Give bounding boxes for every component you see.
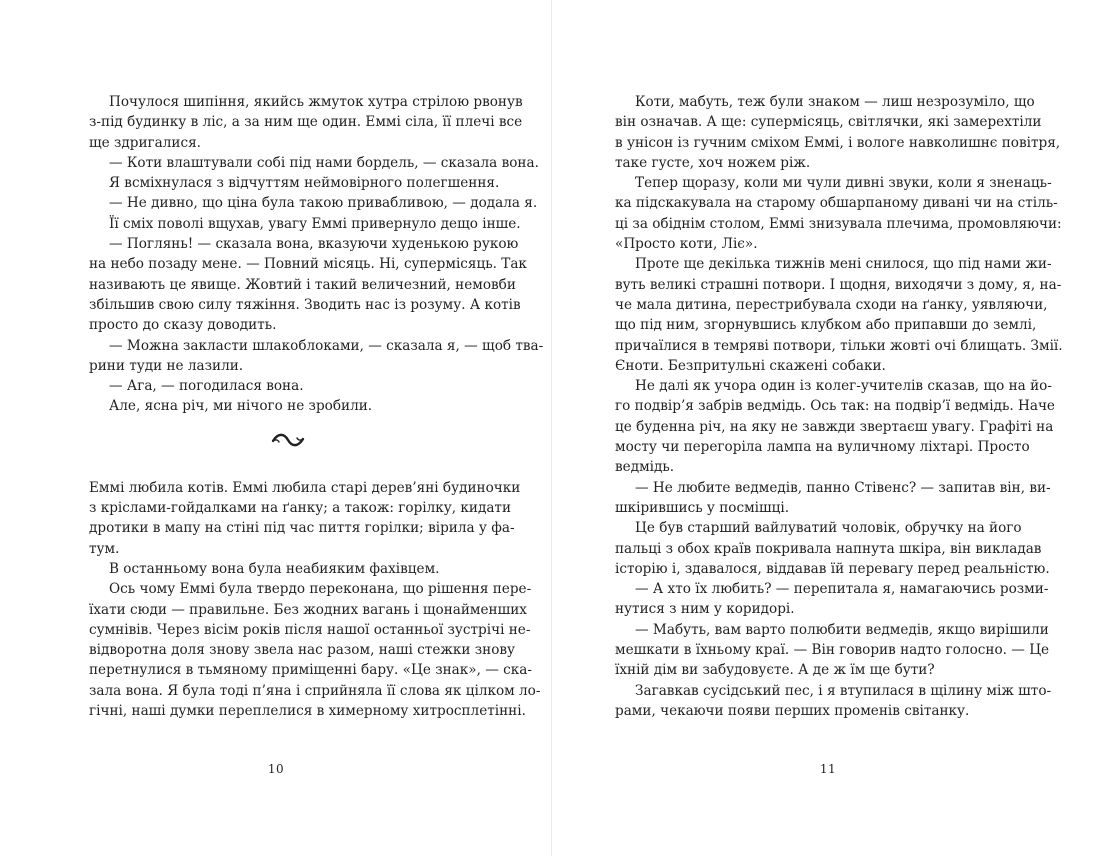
text-line: з-під будинку в ліс, а за ним ще один. Еммі сіла, її плечі все — [89, 114, 523, 131]
text-line: просто до сказу доводить. — [89, 317, 277, 334]
text-line: Проте ще декілька тижнів мені снилося, що під нами жи- — [635, 256, 1052, 273]
section-ornament — [89, 417, 487, 478]
right-page-text — [615, 92, 1063, 721]
text-line: перетнулися в тьмяному приміщенні бару. «Це знак», — ска- — [89, 662, 532, 679]
text-line: — Ага, — погодилася вона. — [109, 378, 304, 395]
text-line: — Можна закласти шлакоблоками, — сказала я, — щоб тва- — [109, 337, 544, 354]
text-line: збільшив свою силу тяжіння. Зводить нас із розуму. А котів — [89, 296, 521, 313]
left-text-block-after-ornament — [89, 478, 541, 722]
text-line: че мала дитина, перестрибувала сходи на ґанку, уявляючи, — [615, 296, 1048, 313]
text-line: ще здригалися. — [89, 134, 201, 151]
page-number-left: 10 — [267, 762, 285, 776]
text-line: сумнівів. Через вісім років після нашої останньої зустрічі не- — [89, 621, 531, 638]
text-line: що під ним, згорнувшись клубком або припавши до землі, — [615, 317, 1037, 334]
swash-ornament-icon — [270, 431, 306, 449]
text-line: їхній дім ви забудовуєте. А де ж їм ще бути? — [615, 662, 935, 679]
text-line: — А хто їх любить? — перепитала я, намагаючись розми- — [635, 581, 1049, 598]
text-line: це буденна річ, на яку не завжди звертаєш увагу. Графіті на — [615, 418, 1054, 435]
text-line: ці за обіднім столом, Еммі знизувала плечима, промовляючи: — [615, 215, 1062, 232]
text-line: таке густе, хоч ножем ріж. — [615, 154, 811, 171]
text-line: Єноти. Безпритульні скажені собаки. — [615, 357, 886, 374]
text-line: називають це явище. Жовтий і такий величезний, немовби — [89, 276, 516, 293]
text-line: відворотна доля знову звела нас разом, наші стежки знову — [89, 642, 516, 659]
left-text-block-before-ornament — [89, 92, 544, 417]
text-line: «Просто коти, Ліє». — [615, 236, 758, 253]
text-line: Не далі як учора один із колег-учителів сказав, що на йо- — [635, 378, 1052, 395]
text-line: зала вона. Я була тоді п’яна і сприйняла її слова як цілком ло- — [89, 682, 541, 699]
left-page — [0, 0, 552, 856]
text-line: мосту чи перегоріла лампа на вуличному ліхтарі. Просто — [615, 439, 1030, 456]
text-line: Це був старший вайлуватий чоловік, обручку на його — [635, 520, 1022, 537]
text-line: — Не дивно, що ціна була такою привабливою, — додала я. — [109, 195, 538, 212]
text-line: — Не любите ведмедів, панно Стівенс? — запитав він, ви- — [635, 479, 1051, 496]
text-line: — Мабуть, вам варто полюбити ведмедів, якщо вирішили — [635, 621, 1049, 638]
text-line: в унісон із гучним сміхом Еммі, і вологе навколишнє повітря, — [615, 134, 1061, 151]
text-line: Але, ясна річ, ми нічого не зробили. — [109, 398, 373, 415]
text-line: історію і, здавалося, віддавав їй перевагу перед реальністю. — [615, 560, 1050, 577]
text-line: Загавкав сусідський пес, і я втупилася в щілину між што- — [635, 682, 1052, 699]
text-line: — Поглянь! — сказала вона, вказуючи худенькою рукою — [109, 236, 519, 253]
text-line: на небо позаду мене. — Повний місяць. Ні, супермісяць. Так — [89, 256, 527, 273]
text-line: ка підскакувала на старому обшарпаному дивані чи на стіль- — [615, 195, 1058, 212]
page-number-right: 11 — [819, 762, 837, 776]
text-line: Коти, мабуть, теж були знаком — лиш незрозуміло, що — [635, 94, 1035, 110]
text-line: з кріслами-гойдалками на ґанку; а також: горілку, кидати — [89, 500, 512, 517]
text-line: їхати сюди — правильне. Без жодних вагань і щонайменших — [89, 601, 527, 618]
text-line: Ось чому Еммі була твердо переконана, що рішення пере- — [109, 581, 532, 598]
text-line: мешкати в їхньому краї. — Він говорив надто голосно. — Це — [615, 642, 1050, 659]
text-line: Її сміх поволі вщухав, увагу Еммі привернуло дещо інше. — [109, 215, 521, 232]
text-line: Тепер щоразу, коли ми чули дивні звуки, коли я зненаць- — [635, 175, 1052, 192]
text-line: причаїлися в темряві потвори, тільки жовті очі блищать. Змії. — [615, 337, 1063, 354]
text-line: він означав. А ще: супермісяць, світлячки, які замерехтіли — [615, 114, 1042, 131]
left-page-text — [89, 92, 544, 721]
text-line: го подвір’я забрів ведмідь. Ось так: на подвір’ї ведмідь. Наче — [615, 398, 1055, 415]
text-line: Еммі любила котів. Еммі любила старі дерев’яні будиночки — [89, 479, 521, 496]
text-line: В останньому вона була неабияким фахівцем. — [109, 560, 440, 577]
text-line: рини туди не лазили. — [89, 357, 244, 374]
text-line: рами, чекаючи появи перших променів світанку. — [615, 702, 970, 719]
text-line: шкірившись у посмішці. — [615, 499, 790, 516]
text-line: ведмідь. — [615, 459, 675, 476]
text-line: гічні, наші думки переплелися в химерному хитросплетінні. — [89, 703, 526, 720]
text-line: дротики в мапу на стіні під час пиття горілки; вірила у фа- — [89, 520, 515, 537]
text-line: нутися з ним у коридорі. — [615, 601, 795, 618]
text-line: — Коти влаштували собі під нами бордель, — сказала вона. — [109, 154, 539, 171]
text-line: Я всміхнулася з відчуттям неймовірного полегшення. — [109, 175, 500, 192]
text-line: Почулося шипіння, якийсь жмуток хутра стрілою рвонув — [109, 94, 523, 110]
right-page — [552, 0, 1104, 856]
text-line: вуть великі страшні потвори. І щодня, виходячи з дому, я, на- — [615, 276, 1062, 293]
text-line: тум. — [89, 540, 120, 557]
text-line: пальці з обох країв покривала напнута шкіра, він викладав — [615, 540, 1042, 557]
